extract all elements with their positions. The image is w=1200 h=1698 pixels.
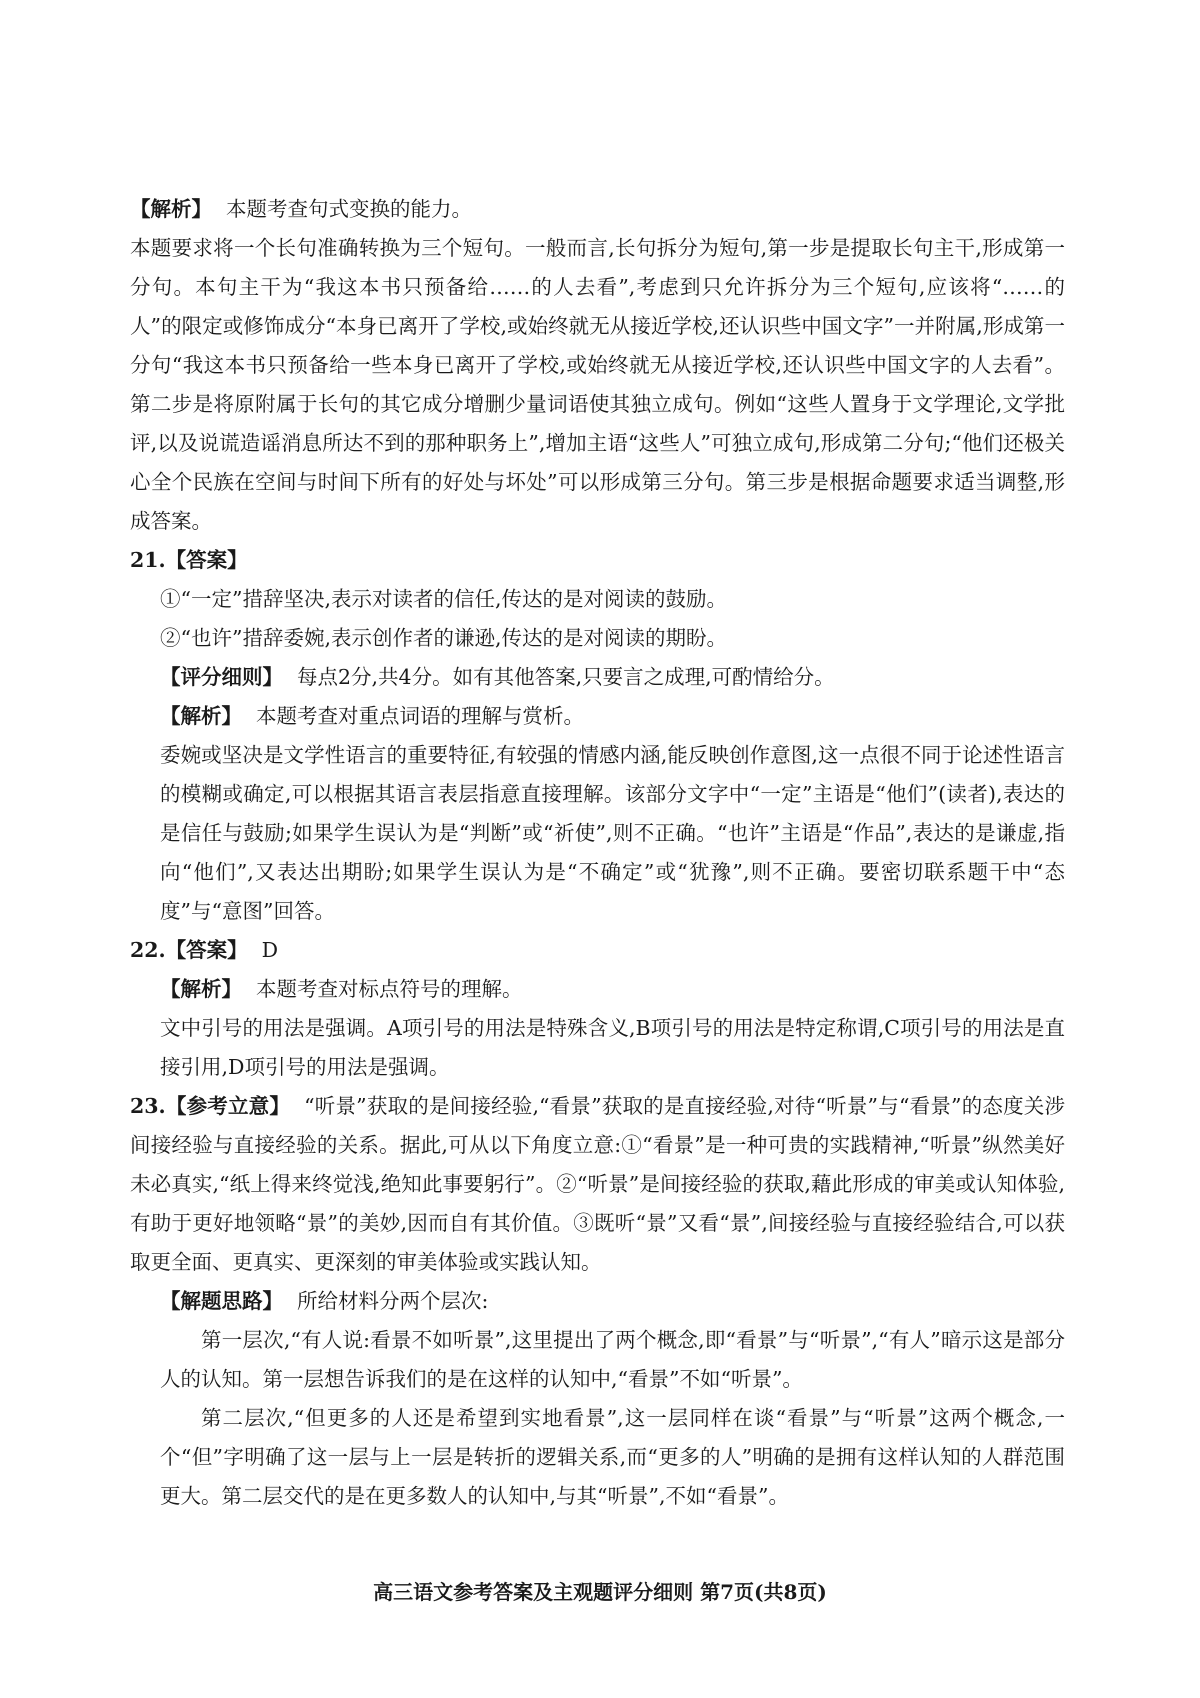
- q21-heading: [130, 541, 1065, 580]
- analysis-20-body: 本题要求将一个长句准确转换为三个短句。一般而言,长句拆分为短句,第一步是提取长句主干,形成第一分句。本句主干为“我这本书只预备给……的人去看”,考虑到只允许拆分为三个短句,应该将“……的人”的限定或修饰成分“本身已离开了学校,或始终就无从接近学校,还认识些中国文字”一并附属,形成第一分句“我这本书只预备给一些本身已离开了学校,或始终就无从接近学校,还认识些中国文字的人去看”。第二步是将原附属于长句的其它成分增删少量词语使其独立成句。例如“这些人置身于文学理论,文学批评,以及说谎造谣消息所达不到的那种职务上”,增加主语“这些人”可独立成句,形成第二分句;“他们还极关心全个民族在空间与时间下所有的好处与坏处”可以形成第三分句。第三步是根据命题要求适当调整,形成答案。: [130, 236, 1065, 533]
- q21-analysis-heading: [130, 697, 1065, 736]
- q22-heading: [130, 931, 1065, 970]
- scoring-text: 每点2分,共4分。如有其他答案,只要言之成理,可酌情给分。: [297, 665, 835, 689]
- q23-idea-heading: [130, 1282, 1065, 1321]
- question-number: 21.: [130, 548, 166, 572]
- analysis-lead: 本题考查对重点词语的理解与赏析。: [256, 704, 584, 728]
- reference-text: “听景”获取的是间接经验,“看景”获取的是直接经验,对待“听景”与“看景”的态度关涉间接经验与直接经验的关系。据此,可从以下角度立意:①“看景”是一种可贵的实践精神,“听景”纵然美好未必真实,“纸上得来终觉浅,绝知此事要躬行”。②“听景”是间接经验的获取,藉此形成的审美或认知体验,有助于更好地领略“景”的美妙,因而自有其价值。③既听“景”又看“景”,间接经验与直接经验结合,可以获取更全面、更真实、更深刻的审美体验或实践认知。: [130, 1094, 1066, 1274]
- answer-value: D: [261, 938, 279, 962]
- analysis-20-heading: [130, 190, 1065, 229]
- answer-tag: 【答案】: [165, 938, 248, 962]
- page-footer: 高三语文参考答案及主观题评分细则 第7页(共8页): [373, 1580, 827, 1604]
- q21-analysis-body: 委婉或坚决是文学性语言的重要特征,有较强的情感内涵,能反映创作意图,这一点很不同于论述性语言的模糊或确定,可以根据其语言表层指意直接理解。该部分文字中“一定”主语是“他们”(读者),表达的是信任与鼓励;如果学生误认为是“判断”或“祈使”,则不正确。“也许”主语是“作品”,表达的是谦虚,指向“他们”,又表达出期盼;如果学生误认为是“不确定”或“犹豫”,则不正确。要密切联系题干中“态度”与“意图”回答。: [160, 743, 1065, 923]
- question-number: 22.: [130, 938, 166, 962]
- analysis-tag: 【解析】: [130, 197, 212, 221]
- scoring-tag: 【评分细则】: [160, 665, 283, 689]
- idea-tag: 【解题思路】: [160, 1289, 283, 1313]
- q22-analysis-body: 文中引号的用法是强调。A项引号的用法是特殊含义,B项引号的用法是特定称谓,C项引号的用法是直接引用,D项引号的用法是强调。: [160, 1016, 1065, 1079]
- q23-paragraph-1: 第一层次,“有人说:看景不如听景”,这里提出了两个概念,即“看景”与“听景”,“有人”暗示这是部分人的认知。第一层想告诉我们的是在这样的认知中,“看景”不如“听景”。: [160, 1328, 1065, 1391]
- q22-analysis-heading: [130, 970, 1065, 1009]
- q23-paragraph-2: 第二层次,“但更多的人还是希望到实地看景”,这一层同样在谈“看景”与“听景”这两个概念,一个“但”字明确了这一层与上一层是转折的逻辑关系,而“更多的人”明确的是拥有这样认知的人群范围更大。第二层交代的是在更多数人的认知中,与其“听景”,不如“看景”。: [160, 1406, 1065, 1508]
- q21-answer-2: ②“也许”措辞委婉,表示创作者的谦逊,传达的是对阅读的期盼。: [160, 626, 727, 650]
- reference-tag: 【参考立意】: [165, 1094, 291, 1118]
- q21-scoring: [130, 658, 1065, 697]
- question-number: 23.: [130, 1094, 166, 1118]
- analysis-lead: 本题考查对标点符号的理解。: [256, 977, 523, 1001]
- analysis-lead: 本题考查句式变换的能力。: [226, 197, 472, 221]
- analysis-tag: 【解析】: [160, 977, 242, 1001]
- answer-tag: 【答案】: [165, 548, 248, 572]
- analysis-tag: 【解析】: [160, 704, 242, 728]
- q21-answer-1: ①“一定”措辞坚决,表示对读者的信任,传达的是对阅读的鼓励。: [160, 587, 727, 611]
- answer-content: [130, 190, 1065, 1516]
- idea-lead: 所给材料分两个层次:: [297, 1289, 489, 1313]
- q23-reference: [130, 1087, 1065, 1282]
